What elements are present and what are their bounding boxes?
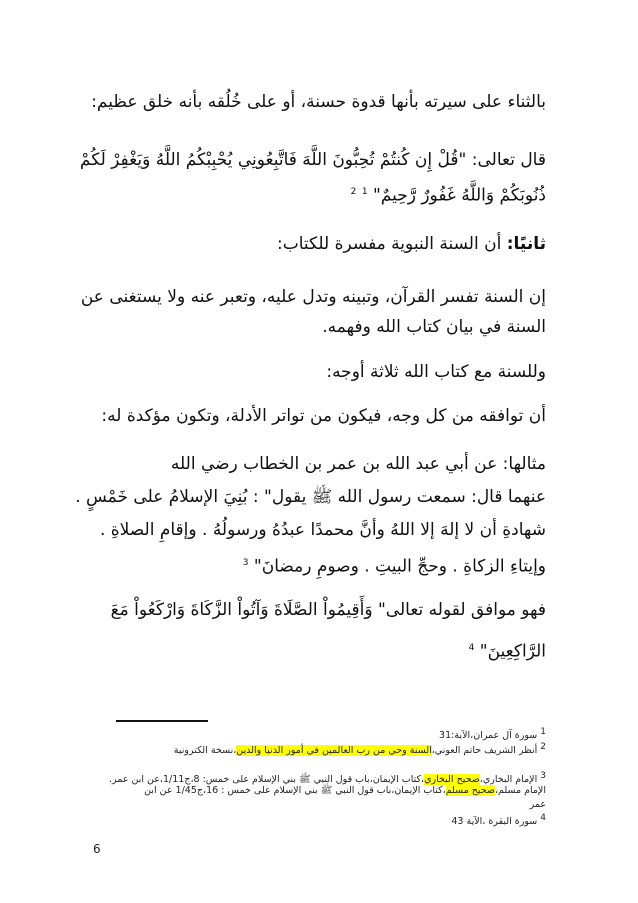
footnote-2: [174, 741, 546, 757]
paragraph-three-aspects: [326, 360, 546, 384]
footnote-number: 4: [540, 813, 546, 823]
hadith-line-1: [171, 452, 546, 476]
footnote-3-continued-2: [530, 798, 546, 811]
verse-prayer-line-2: [469, 636, 546, 664]
paragraph-text: أن توافقه من كل وجه، فيكون من تواتر الأدلة، وتكون مؤكدة له:: [101, 406, 546, 426]
verse-text: ذُنُوبَكُمْ وَاللَّهُ غَفُورٌ رَّحِيمٌ": [372, 185, 546, 206]
verse-text: قال تعالى: "قُلْ إِن كُنتُمْ تُحِبُّونَ اللَّهَ فَاتَّبِعُونِي يُحْبِبْكُمُ اللَّهُ وَيَغْفِرْ لَكُمْ: [79, 150, 546, 170]
verse-text: فهو موافق لقوله تعالى" وَأَقِيمُواْ الصَّلَاةَ وَآتُواْ الزَّكَاةَ وَارْكَعُواْ مَعَ: [110, 600, 546, 620]
footnote-number: 2: [540, 742, 546, 752]
footnote-3-continued: [144, 784, 546, 797]
paragraph-text: وللسنة مع كتاب الله ثلاثة أوجه:: [326, 362, 546, 382]
footnote-ref: 2: [350, 187, 357, 197]
paragraph-text: إن السنة تفسر القرآن، وتبينه وتدل عليه، وتعبر عنه ولا يستغنى عن: [80, 287, 546, 307]
footnote-number: 1: [540, 727, 546, 737]
footnote-text: سورة آل عمران،الآية:31: [439, 730, 538, 742]
footnote-text: ،كتاب الإيمان،باب قول النبي ﷺ بني الإسلام على خمس: 8،ج1/11،عن ابن عمر.: [109, 774, 425, 786]
paragraph-text: بالثناء على سيرته بأنها قدوة حسنة، أو على خُلُقه بأنه خلق عظيم:: [91, 92, 546, 112]
hadith-line-3: [100, 518, 546, 542]
hadith-line-2: [75, 485, 546, 509]
footnote-text: الإمام مسلم،: [494, 785, 546, 796]
footnote-4: [451, 812, 546, 828]
footnote-text: ،كتاب الإيمان،باب قول النبي ﷺ بني الإسلام على خمس : 16،ج1/45 عن ابن: [144, 785, 446, 796]
hadith-line-4: [243, 551, 546, 579]
footnote-ref: 1: [361, 187, 368, 197]
hadith-text: مثالها: عن أبي عبد الله بن عمر بن الخطاب رضي الله: [170, 454, 546, 474]
paragraph-text: السنة في بيان كتاب الله وفهمه.: [322, 317, 546, 337]
verse-love-line-1: [80, 148, 546, 172]
footnote-text: عمر: [529, 799, 546, 810]
paragraph-sunnah-explains-line-2: [322, 315, 546, 339]
footnote-separator: [116, 720, 208, 722]
footnote-number: 3: [540, 771, 546, 781]
highlighted-title: صحيح مسلم: [445, 785, 495, 796]
section-heading-second: [277, 232, 546, 256]
highlighted-title: السنة وحي من رب العالمين في أمور الدنيا والدين: [236, 745, 432, 757]
paragraph-sunnah-explains-line-1: [81, 285, 546, 309]
footnote-text: الإمام البخاري،: [479, 774, 538, 786]
hadith-text: وإيتاءِ الزكاةِ . وحجِّ البيتِ . وصومِ رمضانَ": [253, 556, 546, 577]
footnote-text: ،نسخة الكترونية: [173, 745, 237, 757]
heading-text: أن السنة النبوية مفسرة للكتاب:: [276, 234, 502, 254]
footnote-ref: 3: [242, 558, 249, 568]
paragraph-agreement: [101, 404, 546, 428]
hadith-text: عنهما قال: سمعت رسول الله ﷺ يقول" : بُنِيَ الإسلامُ على خَمْسٍ .: [75, 487, 546, 507]
heading-lead: ثانيًا:: [506, 234, 546, 254]
footnote-text: أنظر الشريف حاتم العوني،: [431, 745, 538, 757]
hadith-text: شهادةِ أن لا إلهَ إلا اللهُ وأنَّ محمدًا عبدُهُ ورسولُهُ . وإقامِ الصلاةِ .: [99, 520, 546, 540]
paragraph-praise: [91, 90, 546, 114]
verse-love-line-2: [351, 180, 546, 208]
footnote-ref: 4: [468, 643, 475, 653]
verse-text: الرَّاكِعِينَ": [479, 641, 546, 662]
footnote-text: سورة البقرة ،الآية 43: [451, 816, 538, 828]
page-number: 6: [93, 842, 101, 856]
verse-prayer-line-1: [111, 598, 546, 622]
highlighted-title: صحيح البخاري: [424, 774, 480, 786]
footnote-1: [439, 726, 546, 742]
